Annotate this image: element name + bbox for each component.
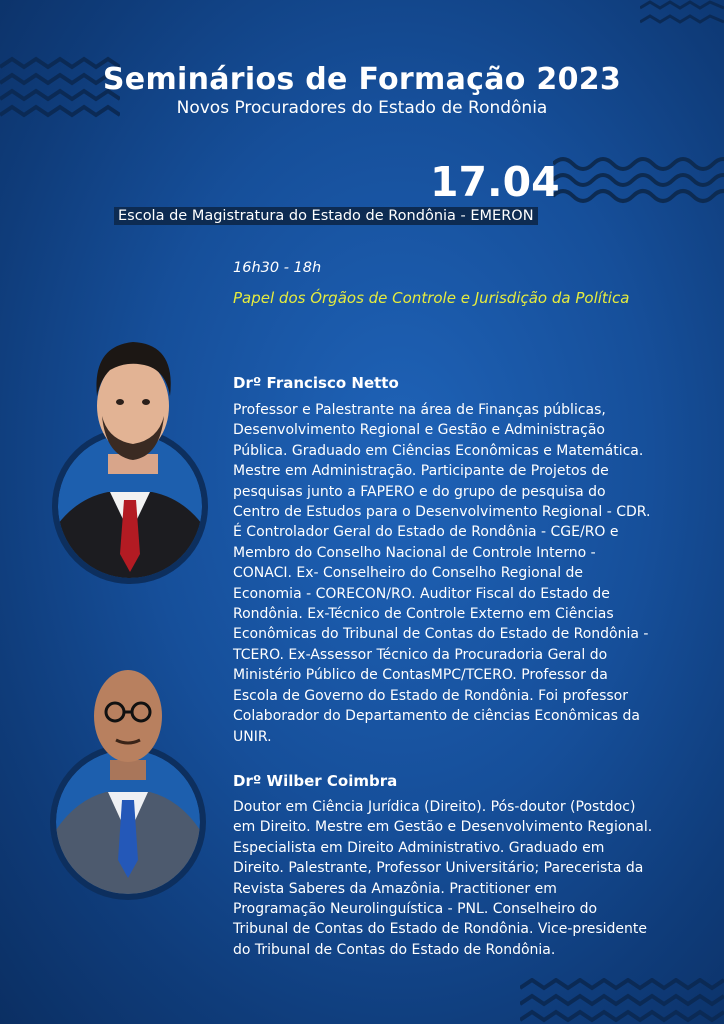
event-date: 17.04 [430, 158, 560, 206]
wave-pattern-top-right [640, 0, 724, 30]
event-time: 16h30 - 18h [233, 260, 322, 276]
speaker-1-name: Drº Francisco Netto [233, 374, 399, 392]
page-title: Seminários de Formação 2023 [102, 62, 622, 97]
page-subtitle: Novos Procuradores do Estado de Rondônia [176, 98, 548, 118]
event-venue: Escola de Magistratura do Estado de Rondônia - EMERON [114, 207, 538, 225]
speaker-2-head [88, 660, 168, 780]
speaker-2-bio: Doutor em Ciência Jurídica (Direito). Pós-doutor (Postdoc) em Direito. Mestre em Gestão e Desenvolvimento Regional. Especialista em Direito Administrativo. Graduado em Direito. Palestrante, Professor Universitário; Parecerista da Revista Saberes da Amazônia. Practitioner em Programação Neurolinguística - PNL. Conselheiro do Tribunal de Contas do Estado de Rondônia. Vice-presidente do Tribunal de Contas do Estado de Rondônia. [233, 799, 653, 958]
event-topic: Papel dos Órgãos de Controle e Jurisdição da Política [233, 289, 630, 307]
speaker-1-head [88, 336, 178, 474]
speaker-2-name: Drº Wilber Coimbra [233, 772, 398, 790]
speaker-1-bio: Professor e Palestrante na área de Finanças públicas, Desenvolvimento Regional e Gestão e Administração Pública. Graduado em Ciências Econômicas e Matemática. Mestre em Administração. Participante de Projetos de pesquisas junto a FAPERO e do grupo de pesquisa do Centro de Estudos para o Desenvolvimento Regional - CDR. É Controlador Geral do Estado de Rondônia - CGE/RO e Membro do Conselho Nacional de Controle Interno - CONACI. Ex- Conselheiro do Conselho Regional de Economia - CORECON/RO. Auditor Fiscal do Estado de Rondônia. Ex-Técnico de Controle Externo em Ciências Econômicas do Tribunal de Contas do Estado de Rondônia - TCERO. Ex-Assessor Técnico da Procuradoria Geral do Ministério Público de ContasMPC/TCERO. Professor da Escola de Governo do Estado de Rondônia. Foi professor Colaborador do Departamento de ciências Econômicas da UNIR. [233, 402, 651, 745]
wave-pattern-bottom-right [520, 978, 724, 1024]
wave-pattern-date [553, 150, 724, 210]
